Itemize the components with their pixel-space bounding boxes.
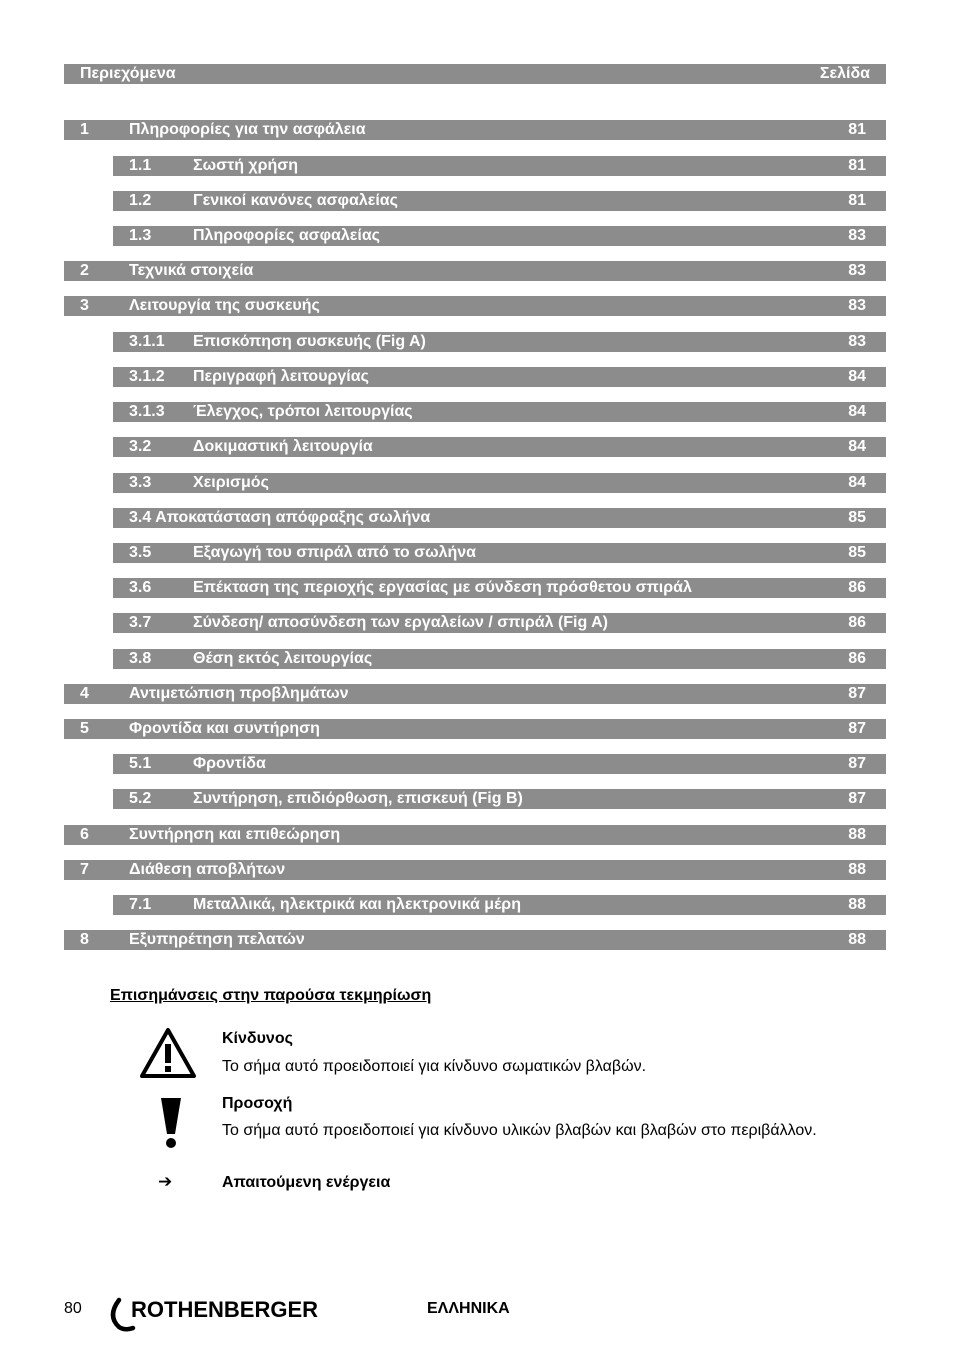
toc-entry-number: 5.2 <box>129 790 152 807</box>
toc-entry-page: 87 <box>848 755 866 772</box>
toc-entry-page: 86 <box>848 614 866 631</box>
toc-entry-page: 81 <box>848 121 866 138</box>
toc-entry-title: Έλεγχος, τρόποι λειτουργίας <box>193 403 413 420</box>
toc-entry[interactable] <box>113 895 886 915</box>
toc-entry-title: Σωστή χρήση <box>193 157 299 174</box>
toc-entry-number: 8 <box>80 931 89 948</box>
toc-entry-number: 7.1 <box>129 896 152 913</box>
danger-title: Κίνδυνος <box>222 1030 293 1047</box>
toc-entry-title: Μεταλλικά, ηλεκτρικά και ηλεκτρονικά μέρη <box>193 896 521 913</box>
caution-text: Το σήμα αυτό προειδοποιεί για κίνδυνο υλικών βλαβών και βλαβών στο περιβάλλον. <box>222 1122 817 1139</box>
toc-entry-title: Εξαγωγή του σπιράλ από το σωλήνα <box>193 544 476 561</box>
toc-entry-page: 81 <box>848 157 866 174</box>
toc-entry-page: 84 <box>848 368 866 385</box>
toc-entry-number: 2 <box>80 262 89 279</box>
toc-entry-page: 88 <box>848 826 866 843</box>
action-title: Απαιτούμενη ενέργεια <box>222 1174 391 1191</box>
toc-entry-title: Διάθεση αποβλήτων <box>129 861 286 878</box>
toc-entry-number: 1.3 <box>129 227 152 244</box>
danger-text: Το σήμα αυτό προειδοποιεί για κίνδυνο σωματικών βλαβών. <box>222 1058 647 1075</box>
toc-entry-page: 86 <box>848 579 866 596</box>
warning-triangle-icon <box>138 1026 198 1080</box>
toc-entry-title: 3.4 Αποκατάσταση απόφραξης σωλήνα <box>129 509 431 526</box>
toc-entry-title: Σύνδεση/ αποσύνδεση των εργαλείων / σπιράλ (Fig A) <box>193 614 608 631</box>
toc-entry-page: 83 <box>848 227 866 244</box>
toc-entry[interactable] <box>113 156 886 176</box>
toc-entry-number: 1.2 <box>129 192 152 209</box>
toc-entry-title: Επέκταση της περιοχής εργασίας με σύνδεση πρόσθετου σπιράλ <box>193 579 692 596</box>
toc-entry[interactable] <box>113 226 886 246</box>
toc-entry[interactable] <box>113 543 886 563</box>
toc-entry[interactable] <box>113 578 886 598</box>
toc-entry-title: Συντήρηση, επιδιόρθωση, επισκευή (Fig B) <box>193 790 523 807</box>
toc-entry-title: Δοκιμαστική λειτουργία <box>193 438 373 455</box>
toc-entry-page: 86 <box>848 650 866 667</box>
toc-entry-number: 4 <box>80 685 89 702</box>
toc-entry[interactable] <box>113 613 886 633</box>
toc-entry-number: 3.5 <box>129 544 152 561</box>
toc-entry[interactable] <box>113 473 886 493</box>
language-label: ΕΛΛΗΝΙΚΑ <box>427 1300 510 1317</box>
toc-header-page-label: Σελίδα <box>819 65 870 82</box>
toc-entry[interactable] <box>64 296 886 316</box>
toc-entry-title: Επισκόπηση συσκευής (Fig A) <box>193 333 426 350</box>
toc-entry[interactable] <box>113 649 886 669</box>
toc-entry-number: 3.2 <box>129 438 152 455</box>
toc-entry-title: Περιγραφή λειτουργίας <box>193 368 369 385</box>
toc-entry-title: Γενικοί κανόνες ασφαλείας <box>193 192 398 209</box>
caution-title: Προσοχή <box>222 1095 293 1112</box>
toc-header <box>64 64 886 84</box>
toc-entry-page: 83 <box>848 333 866 350</box>
toc-entry-number: 1 <box>80 121 89 138</box>
toc-entry-title: Φροντίδα και συντήρηση <box>129 720 320 737</box>
rothenberger-logo <box>105 1294 355 1334</box>
toc-entry-number: 3.3 <box>129 474 152 491</box>
toc-entry-page: 83 <box>848 262 866 279</box>
arrow-right-icon: ➔ <box>158 1172 173 1192</box>
toc-entry-number: 5 <box>80 720 89 737</box>
toc-entry-title: Λειτουργία της συσκευής <box>129 297 320 314</box>
toc-entry-number: 1.1 <box>129 157 152 174</box>
toc-entry-title: Συντήρηση και επιθεώρηση <box>129 826 341 843</box>
toc-entry[interactable] <box>113 191 886 211</box>
toc-entry[interactable] <box>64 261 886 281</box>
toc-entry-page: 88 <box>848 861 866 878</box>
toc-entry-page: 81 <box>848 192 866 209</box>
toc-entry-page: 87 <box>848 685 866 702</box>
toc-entry-number: 3.1.1 <box>129 333 165 350</box>
toc-entry[interactable] <box>113 508 886 528</box>
toc-entry[interactable] <box>64 120 886 140</box>
toc-entry[interactable] <box>64 930 886 950</box>
toc-entry-page: 84 <box>848 474 866 491</box>
toc-entry-title: Φροντίδα <box>193 755 266 772</box>
toc-entry[interactable] <box>64 719 886 739</box>
toc-entry[interactable] <box>64 825 886 845</box>
toc-entry[interactable] <box>64 684 886 704</box>
toc-entry[interactable] <box>113 437 886 457</box>
toc-entry-number: 3.8 <box>129 650 152 667</box>
toc-entry[interactable] <box>64 860 886 880</box>
toc-entry-page: 85 <box>848 544 866 561</box>
toc-entry-number: 5.1 <box>129 755 152 772</box>
toc-entry-title: Αντιμετώπιση προβλημάτων <box>129 685 349 702</box>
toc-entry-page: 84 <box>848 403 866 420</box>
toc-entry[interactable] <box>113 754 886 774</box>
toc-entry-page: 88 <box>848 896 866 913</box>
toc-entry-number: 7 <box>80 861 89 878</box>
toc-entry-number: 3 <box>80 297 89 314</box>
toc-entry-page: 88 <box>848 931 866 948</box>
toc-entry-page: 83 <box>848 297 866 314</box>
toc-entry-title: Εξυπηρέτηση πελατών <box>129 931 305 948</box>
toc-entry-title: Πληροφορίες για την ασφάλεια <box>129 121 366 138</box>
notes-heading: Επισημάνσεις στην παρούσα τεκμηρίωση <box>110 987 432 1004</box>
toc-entry-title: Πληροφορίες ασφαλείας <box>193 227 380 244</box>
svg-text:ROTHENBERGER: ROTHENBERGER <box>131 1297 319 1322</box>
exclamation-icon <box>158 1096 184 1150</box>
toc-entry-number: 6 <box>80 826 89 843</box>
toc-header-title: Περιεχόμενα <box>80 65 176 82</box>
toc-entry[interactable] <box>113 332 886 352</box>
toc-entry[interactable] <box>113 402 886 422</box>
toc-entry[interactable] <box>113 367 886 387</box>
page-number: 80 <box>64 1300 82 1317</box>
toc-entry-title: Τεχνικά στοιχεία <box>129 262 254 279</box>
toc-entry-title: Χειρισμός <box>193 474 269 491</box>
toc-entry-page: 85 <box>848 509 866 526</box>
toc-entry-page: 87 <box>848 720 866 737</box>
toc-entry-number: 3.1.2 <box>129 368 165 385</box>
toc-entry-page: 87 <box>848 790 866 807</box>
toc-entry-page: 84 <box>848 438 866 455</box>
toc-entry-number: 3.6 <box>129 579 152 596</box>
toc-entry-number: 3.7 <box>129 614 152 631</box>
toc-entry-number: 3.1.3 <box>129 403 165 420</box>
toc-entry-title: Θέση εκτός λειτουργίας <box>193 650 373 667</box>
toc-entry[interactable] <box>113 789 886 809</box>
